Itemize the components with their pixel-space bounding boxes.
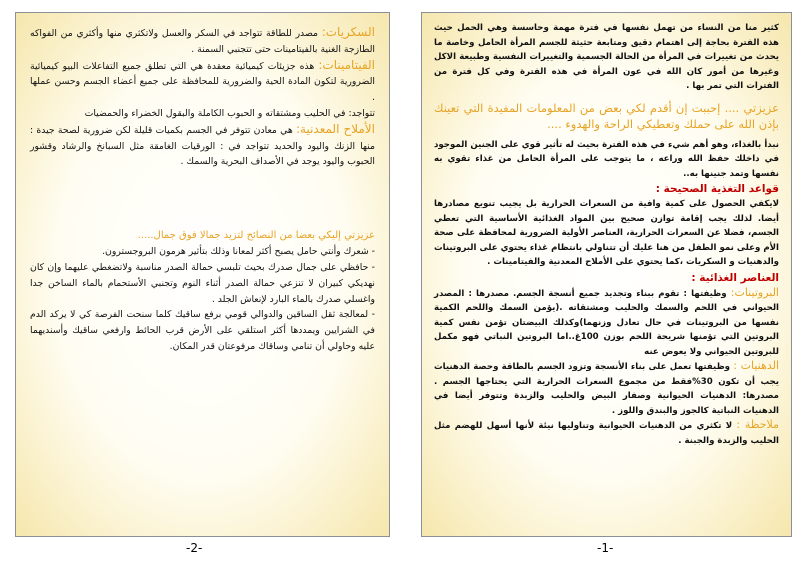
sugars-term: السكريات: — [321, 25, 375, 39]
heading-nutrition-rules: قواعد التغذية الصحيحة : — [655, 183, 779, 195]
nutrition-rules-paragraph: لايكفي الحصول على كمية وافية من السعرات الحرارية بل يجيب تنويع مصادرها أيضا. لذلك يجب إقامة توازن صحيح بين المواد الغذائية الأساسية التي تعطي الجسم، فضلا عن السعرات الحرارية، العناصر الأولية الضرورية لمحافظة على صحة الأم وعلى نمو الطفل من هنا عليك أن تتناولي بانتظام غذاء يحتوي على البروتينات والدهنيات و السكريات ،كما يحتوي على الأملاح المعدنية والفيتامينات . — [434, 199, 779, 267]
minerals-term: الأملاح المعدنية: — [295, 121, 375, 136]
protein-term: البروتينات: — [730, 285, 779, 299]
sugars-paragraph — [30, 25, 375, 58]
intro-paragraph: كثير منا من النساء من تهمل نفسها في فترة مهمة وحاسسة وهي الحمل حيث هذه الفترة بحاجة إلى اهتمام دقيق ومتابعة حثيثة للجسم المرأة الحامل وخاصة ما يحدث من تغييرات في المرأة من الحالة الجسمية والتغييرات النفسية وطبيعة الاكل وغيرها من أمور كان الله في عون المرأة في هذه الفترة وفي كل فترة من الفترات التي تمر بها . — [434, 23, 779, 91]
vitamins-term: الفيتامينات: — [318, 57, 375, 72]
fats-paragraph — [434, 359, 779, 418]
vitamins-text: هذه جزيئات كيميائية معقدة هي التي تطلق جميع التفاعلات البيو كيميائية الضرورية لتكون المادة الحية والضرورية للمحافظة على جميع أعضاء الجسم وحسن عملها . — [30, 60, 375, 104]
page-one — [421, 12, 792, 537]
minerals-text: هي معادن تتوفر في الجسم بكميات قليلة لكن ضرورية لصحة جيدة : منها الزنك واليود والحديد تتواجد في : الورقيات الغامقة مثل السبانخ والرشاد وقشور الحبوب واليود يوجد في الأصداف البحرية والسمك . — [30, 124, 375, 168]
note-paragraph — [434, 418, 779, 448]
tip-hair: - شعرك وأنتي حامل يصبح أكثر لمعانا وذلك بتأثير هرمون البروجسترون. — [102, 246, 375, 258]
greeting-line: عزيزتي .... إحببت إن أقدم لكي بعض من المعلومات المفيدة التي تعينك بإذن الله على حملك وتعطيكي الراحة والهدوء .... — [434, 100, 779, 131]
page-number-two: -2- — [186, 541, 203, 555]
nutrition-intro-paragraph: نبدأ بالغذاء، وهو أهم شيء في هذه الفترة بحيث له تأثير قوي على الجنين الموجود في داخلك حفظ الله وراعه ، ما يتوجب على المرأة الحامل من غذاء تقوي به نفسها وتمد جنينها به.. — [434, 139, 779, 179]
note-term: ملاحظة : — [736, 418, 779, 431]
page-number-one: -1- — [597, 541, 614, 555]
tips-heading: عزيزتي إليكي بعضا من النصائح لتزيد جمالا فوق جمال..... — [137, 230, 375, 242]
minerals-paragraph — [30, 122, 375, 170]
heading-nutrients: العناصر الغذائية : — [691, 271, 779, 284]
fats-term: الدهنيات : — [733, 359, 780, 372]
note-text: لا تكثري من الدهنيات الحيوانية وتناوليها نيئة لأنها أسهل للهضم مثل الحليب والزبدة والجبنة . — [434, 421, 779, 446]
protein-text: وظيفتها : تقوم ببناء وتجديد جميع أنسجة الجسم. مصدرها : المصدر الحيواني في اللحم والسمك والحليب ومشتقاته .(يؤمن السمك واللحم الكمية نفسها من البروتينات في حال تعادل وزنهما)وكذلك البيضتان تؤمن نفس كمية البروتين التي تؤمنها شريحة اللحم بوزن 100غ..اما البروتين النباتي فهو مكمل للبروتين الحيواني ولا يعوض عنه — [434, 288, 779, 357]
vitamins-source: تتواجد: في الحليب ومشتقاته و الحبوب الكاملة والبقول الخضراء والحمضيات — [84, 107, 375, 119]
sugars-text: مصدر للطاقة تتواجد في السكر والعسل ولاتكثري منها وأكثري من الفواكه الطازجة الغنية بالفيتامينات حتى تتجنبي السمنة . — [30, 28, 375, 55]
tip-chest: - حافظي على جمال صدرك بحيث تلبسي حمالة الصدر مناسبة ولاتضغطي عليهما وإن كان نهديكي كبيران لا تنزعي حمالة الصدر أثناء النوم وتجنبي الأستحمام بالماء الساخن جدا واغسلي صدرك بالماء البارد لإنعاش الجلد . — [30, 261, 375, 305]
protein-paragraph — [434, 286, 779, 360]
fats-text: وظيفتها تعمل على بناء الأنسجة وتزود الجسم بالطاقة وحصة الدهنيات يجب أن تكون 30%فقط من مجموع السعرات الحرارية التي يحتاجها الجسم . مصدرها: الدهنيات الحيوانية وصفار البيض والحليب والزبدة وتتوفر أيضا في الدهنيات النباتية كالجوز والبندق واللوز . — [434, 362, 779, 416]
page-two — [15, 12, 390, 537]
tip-legs: - لمعالجة ثقل الساقين والدوالي قومي برفع ساقيك كلما سنحت الفرصة كي لا يركد الدم في الشرايين ويمددها أكثر استلقي على الأرض قرب الحائط وارفعي ساقيك وأسنديهما عليه وحاولي أن تنامي وساقاك مرفوعتان قدر المكان. — [30, 309, 375, 352]
vitamins-paragraph — [30, 58, 375, 106]
